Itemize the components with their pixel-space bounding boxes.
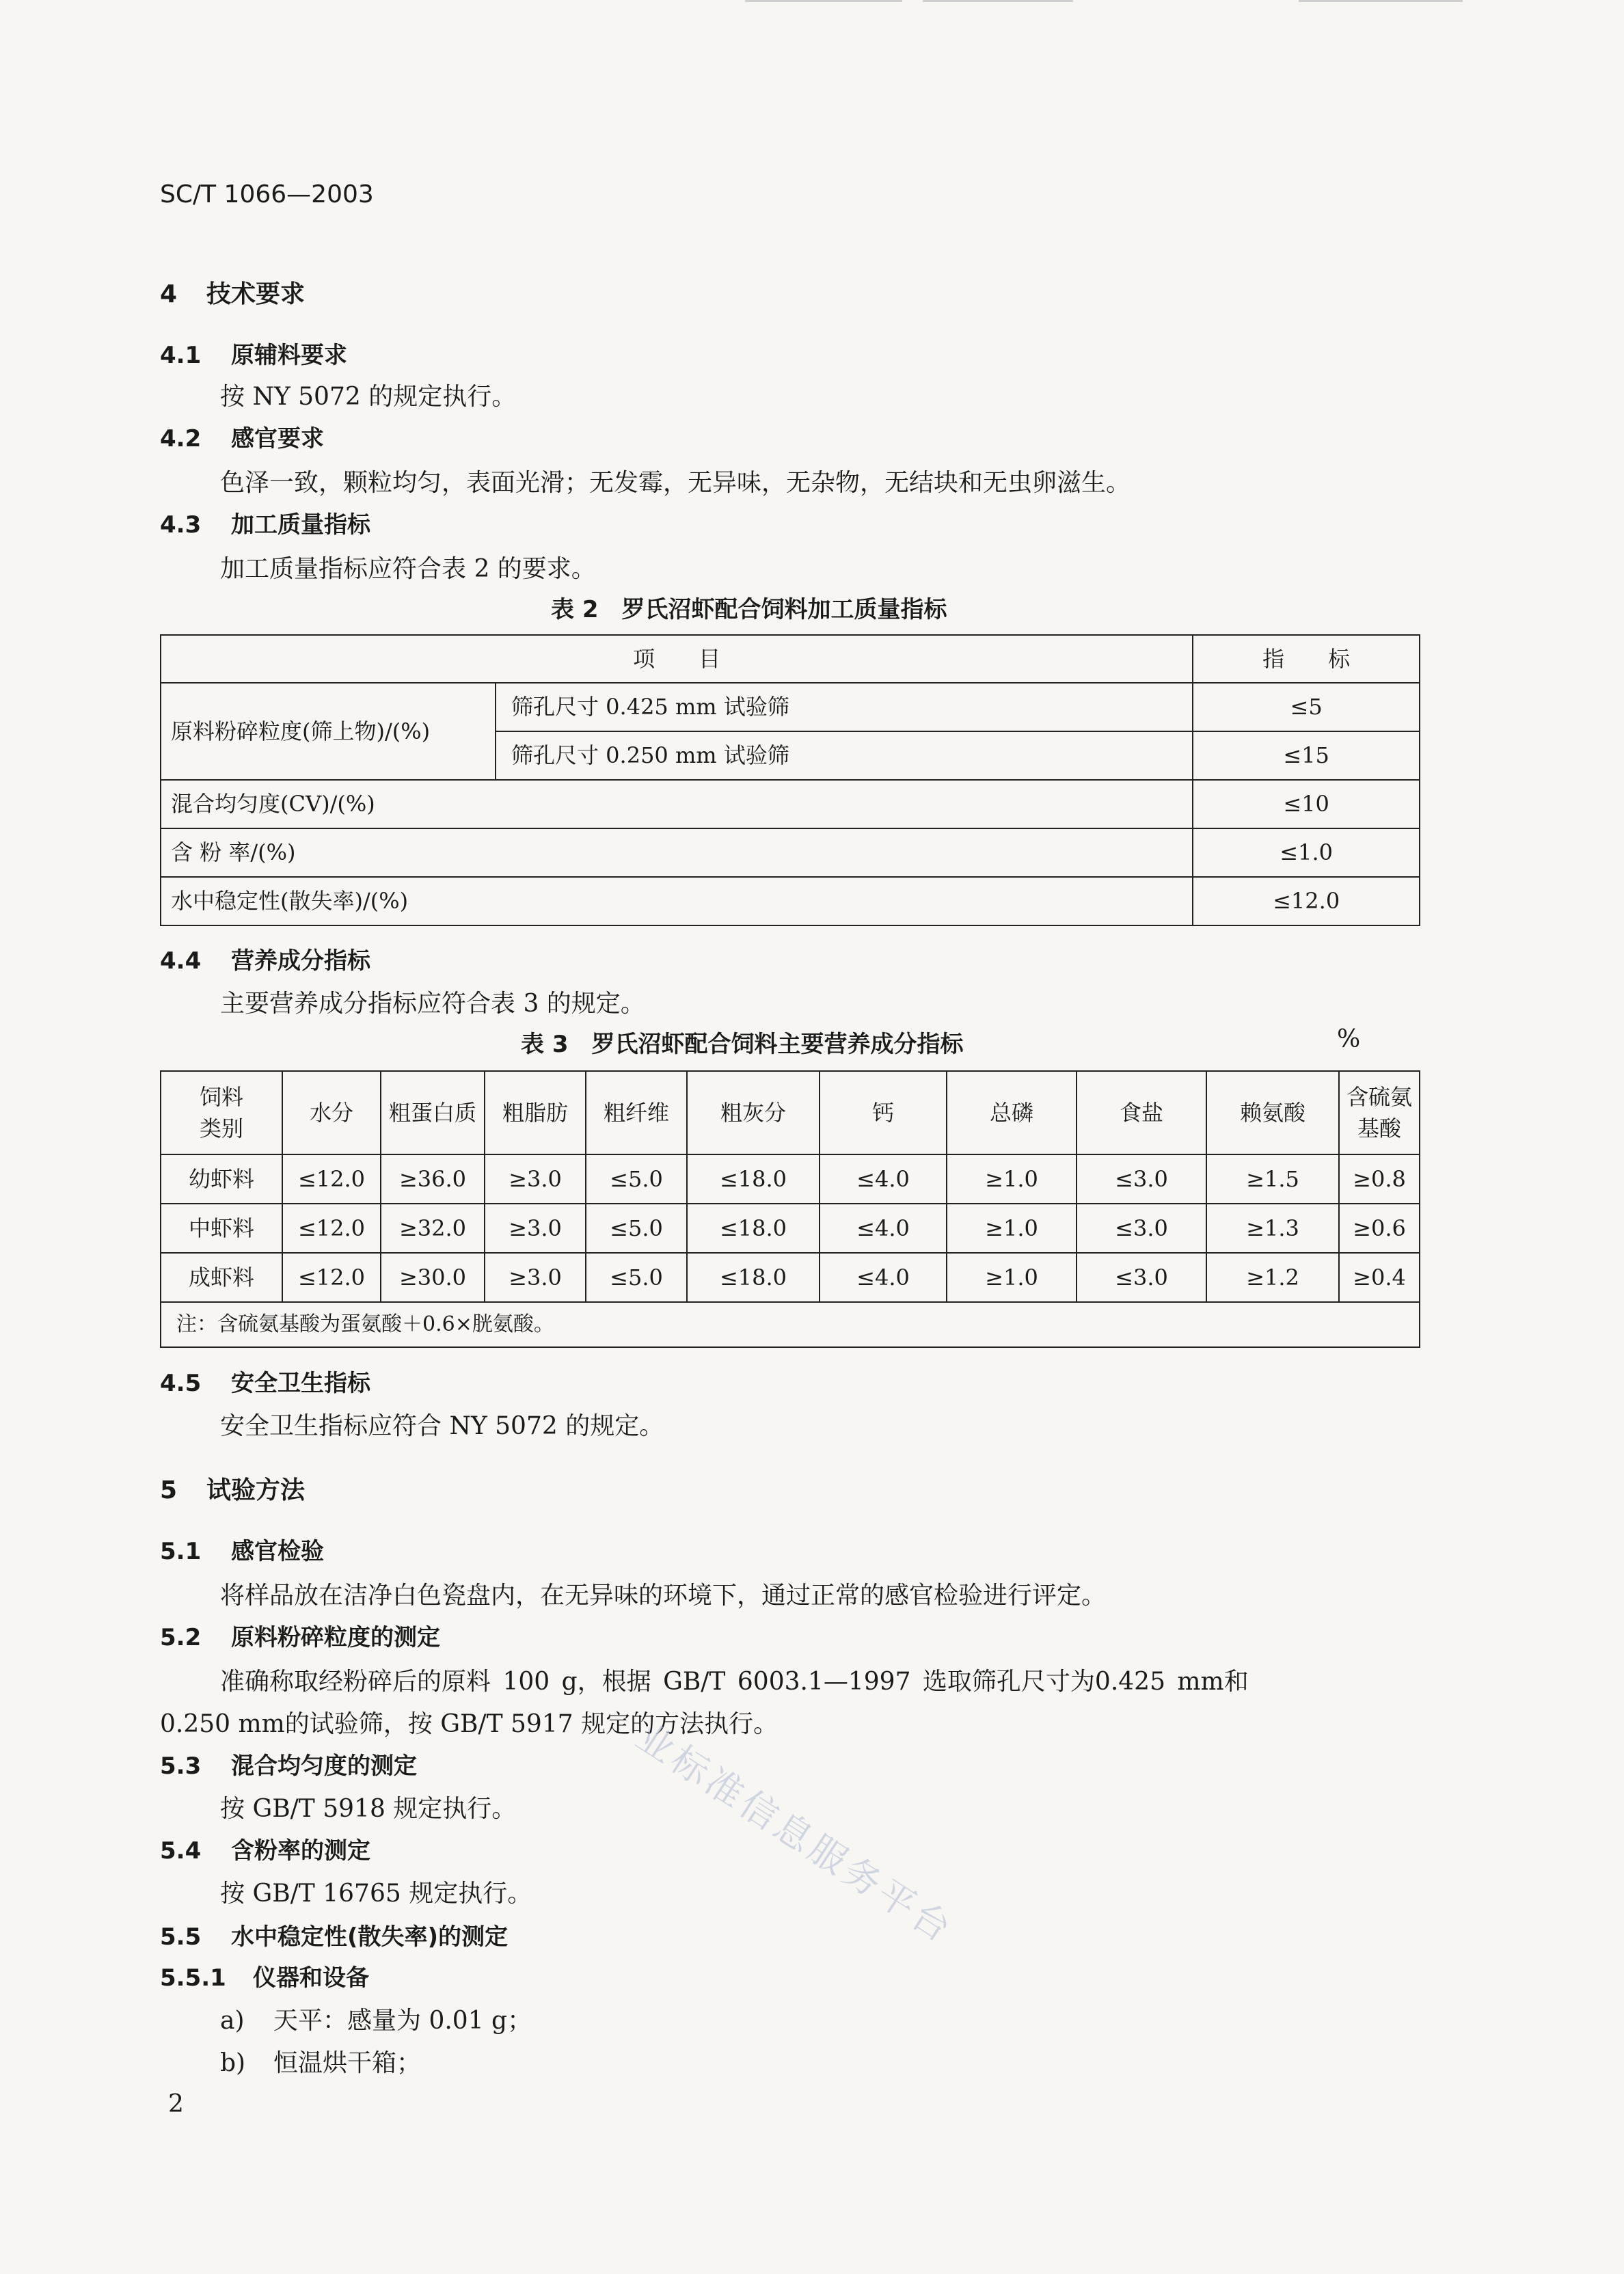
table-3-cell: ≤3.0 (1077, 1253, 1206, 1302)
table-2-row-label: 混合均匀度(CV)/(%) (161, 780, 1193, 828)
table-3-cell: ≤4.0 (820, 1204, 947, 1253)
table-2-row-value: ≤10 (1193, 780, 1420, 828)
table-3-cell: 中虾料 (161, 1204, 282, 1253)
table-3-header: 粗脂肪 (485, 1071, 586, 1154)
section-5-4-body: 按 GB/T 16765 规定执行。 (220, 1880, 532, 1908)
table-3-cell: ≤12.0 (282, 1154, 381, 1204)
table-2-caption: 表 2 罗氏沼虾配合饲料加工质量指标 (551, 596, 947, 623)
section-4-heading (160, 275, 305, 310)
section-title: 含粉率的测定 (231, 1837, 370, 1865)
table-3-cell: ≥1.0 (947, 1253, 1077, 1302)
list-text: 天平：感量为 0.01 g； (273, 2007, 532, 2035)
table-3-header: 钙 (820, 1071, 947, 1154)
table-3-cell: ≤5.0 (586, 1154, 687, 1204)
table-2-row-label: 含 粉 率/(%) (161, 828, 1193, 877)
table-2-head-value: 指 标 (1193, 635, 1420, 683)
watermark: 业标准信息服务平台 (628, 1715, 962, 1953)
section-4-2-body: 色泽一致，颗粒均匀，表面光滑；无发霉，无异味，无杂物，无结块和无虫卵滋生。 (220, 469, 1131, 497)
table-3-header: 粗蛋白质 (381, 1071, 485, 1154)
table-3-cell: ≥1.3 (1206, 1204, 1339, 1253)
section-4-3-body: 加工质量指标应符合表 2 的要求。 (220, 555, 596, 583)
table-3-header: 粗纤维 (586, 1071, 687, 1154)
section-number: 5.1 (160, 1538, 202, 1565)
table-3-header: 粗灰分 (687, 1071, 820, 1154)
table-2-row-sub: 筛孔尺寸 0.250 mm 试验筛 (496, 731, 1193, 780)
section-number: 4.2 (160, 425, 202, 452)
section-4-3-heading (160, 506, 370, 539)
section-4-1-heading (160, 336, 347, 370)
table-2-row-label: 原料粉碎粒度(筛上物)/(%) (161, 683, 496, 780)
section-title: 感官检验 (231, 1538, 324, 1565)
table-3-header: 饲料类别 (161, 1071, 282, 1154)
table-2-row-value: ≤15 (1193, 731, 1420, 780)
page-number: 2 (168, 2090, 184, 2118)
table-3-cell: ≤3.0 (1077, 1204, 1206, 1253)
table-3-cell: ≤3.0 (1077, 1154, 1206, 1204)
table-3-cell: ≤12.0 (282, 1253, 381, 1302)
section-5-3-heading (160, 1747, 417, 1781)
table-3 (160, 1070, 1420, 1348)
table-3-cell: ≥0.4 (1339, 1253, 1420, 1302)
section-number: 4.4 (160, 947, 202, 975)
section-title: 仪器和设备 (253, 1964, 369, 1992)
section-title: 感官要求 (231, 425, 324, 452)
section-4-5-body: 安全卫生指标应符合 NY 5072 的规定。 (220, 1412, 664, 1440)
section-number: 4.1 (160, 342, 202, 369)
table-3-unit: % (1337, 1025, 1361, 1053)
section-number: 5 (160, 1476, 178, 1504)
table-3-cell: ≥1.5 (1206, 1154, 1339, 1204)
section-title: 水中稳定性(散失率)的测定 (231, 1923, 509, 1951)
table-3-cell: ≤4.0 (820, 1154, 947, 1204)
section-title: 试验方法 (206, 1476, 306, 1504)
table-3-cell: ≥3.0 (485, 1204, 586, 1253)
table-3-cell: ≥36.0 (381, 1154, 485, 1204)
section-number: 5.2 (160, 1624, 202, 1651)
section-number: 4.5 (160, 1370, 202, 1397)
section-title: 原料粉碎粒度的测定 (231, 1624, 440, 1651)
table-3-cell: 幼虾料 (161, 1154, 282, 1204)
section-4-2-heading (160, 420, 324, 453)
section-5-3-body: 按 GB/T 5918 规定执行。 (220, 1795, 517, 1823)
table-2 (160, 634, 1420, 926)
table-3-header: 总磷 (947, 1071, 1077, 1154)
table-2-row-label: 水中稳定性(散失率)/(%) (161, 877, 1193, 925)
section-4-1-body: 按 NY 5072 的规定执行。 (220, 383, 517, 411)
section-title: 安全卫生指标 (231, 1370, 370, 1397)
section-5-5-1-heading (160, 1959, 369, 1992)
table-3-cell: ≤18.0 (687, 1204, 820, 1253)
table-3-cell: ≥1.0 (947, 1204, 1077, 1253)
section-number: 4 (160, 280, 178, 308)
section-title: 加工质量指标 (231, 511, 370, 539)
table-3-cell: ≤12.0 (282, 1204, 381, 1253)
table-2-row-value: ≤12.0 (1193, 877, 1420, 925)
table-3-cell: ≤18.0 (687, 1253, 820, 1302)
table-2-head-item: 项 目 (161, 635, 1193, 683)
table-3-cell: ≤5.0 (586, 1204, 687, 1253)
section-title: 原辅料要求 (231, 342, 347, 369)
section-5-2-body-line-2: 0.250 mm的试验筛，按 GB/T 5917 规定的方法执行。 (160, 1710, 779, 1738)
section-number: 5.4 (160, 1837, 202, 1865)
section-5-4-heading (160, 1832, 370, 1865)
section-5-5-heading (160, 1918, 508, 1951)
table-3-cell: ≥30.0 (381, 1253, 485, 1302)
section-title: 技术要求 (206, 280, 306, 308)
table-3-cell: ≤18.0 (687, 1154, 820, 1204)
list-item (220, 2044, 421, 2079)
section-4-5-heading (160, 1364, 370, 1398)
section-number: 5.5 (160, 1923, 202, 1951)
list-text: 恒温烘干箱； (273, 2049, 422, 2077)
list-marker: b) (220, 2049, 246, 2077)
table-3-header: 水分 (282, 1071, 381, 1154)
table-2-row-value: ≤1.0 (1193, 828, 1420, 877)
table-3-header: 食盐 (1077, 1071, 1206, 1154)
standard-number: SC/T 1066—2003 (160, 180, 374, 208)
section-title: 营养成分指标 (231, 947, 370, 975)
section-number: 4.3 (160, 511, 202, 539)
table-2-row-value: ≤5 (1193, 683, 1420, 731)
scan-top-line (1299, 0, 1463, 2)
scan-top-line (923, 0, 1073, 2)
table-3-header: 含硫氨基酸 (1339, 1071, 1420, 1154)
section-5-2-heading (160, 1619, 440, 1652)
section-5-heading (160, 1471, 305, 1506)
table-3-note: 注：含硫氨基酸为蛋氨酸＋0.6×胱氨酸。 (161, 1302, 1420, 1347)
table-3-caption: 表 3 罗氏沼虾配合饲料主要营养成分指标 (521, 1031, 964, 1058)
table-3-cell: ≥0.8 (1339, 1154, 1420, 1204)
section-title: 混合均匀度的测定 (231, 1752, 417, 1780)
table-3-cell: ≥3.0 (485, 1154, 586, 1204)
list-marker: a) (220, 2007, 245, 2035)
table-3-cell: ≥1.2 (1206, 1253, 1339, 1302)
table-3-cell: ≥3.0 (485, 1253, 586, 1302)
list-item (220, 2001, 532, 2036)
section-5-1-heading (160, 1532, 324, 1566)
section-number: 5.3 (160, 1752, 202, 1780)
table-3-header: 赖氨酸 (1206, 1071, 1339, 1154)
section-4-4-heading (160, 942, 370, 975)
table-3-cell: ≥1.0 (947, 1154, 1077, 1204)
section-5-2-body-line-1: 准确称取经粉碎后的原料 100 g，根据 GB/T 6003.1—1997 选取筛孔尺寸为0.425 mm和 (220, 1668, 1249, 1696)
scan-top-line (745, 0, 902, 2)
table-2-row-sub: 筛孔尺寸 0.425 mm 试验筛 (496, 683, 1193, 731)
section-4-4-body: 主要营养成分指标应符合表 3 的规定。 (220, 990, 645, 1018)
table-3-cell: ≥0.6 (1339, 1204, 1420, 1253)
table-3-cell: ≥32.0 (381, 1204, 485, 1253)
table-3-cell: 成虾料 (161, 1253, 282, 1302)
section-number: 5.5.1 (160, 1964, 226, 1992)
table-3-cell: ≤5.0 (586, 1253, 687, 1302)
table-3-cell: ≤4.0 (820, 1253, 947, 1302)
section-5-1-body: 将样品放在洁净白色瓷盘内，在无异味的环境下，通过正常的感官检验进行评定。 (220, 1582, 1107, 1610)
